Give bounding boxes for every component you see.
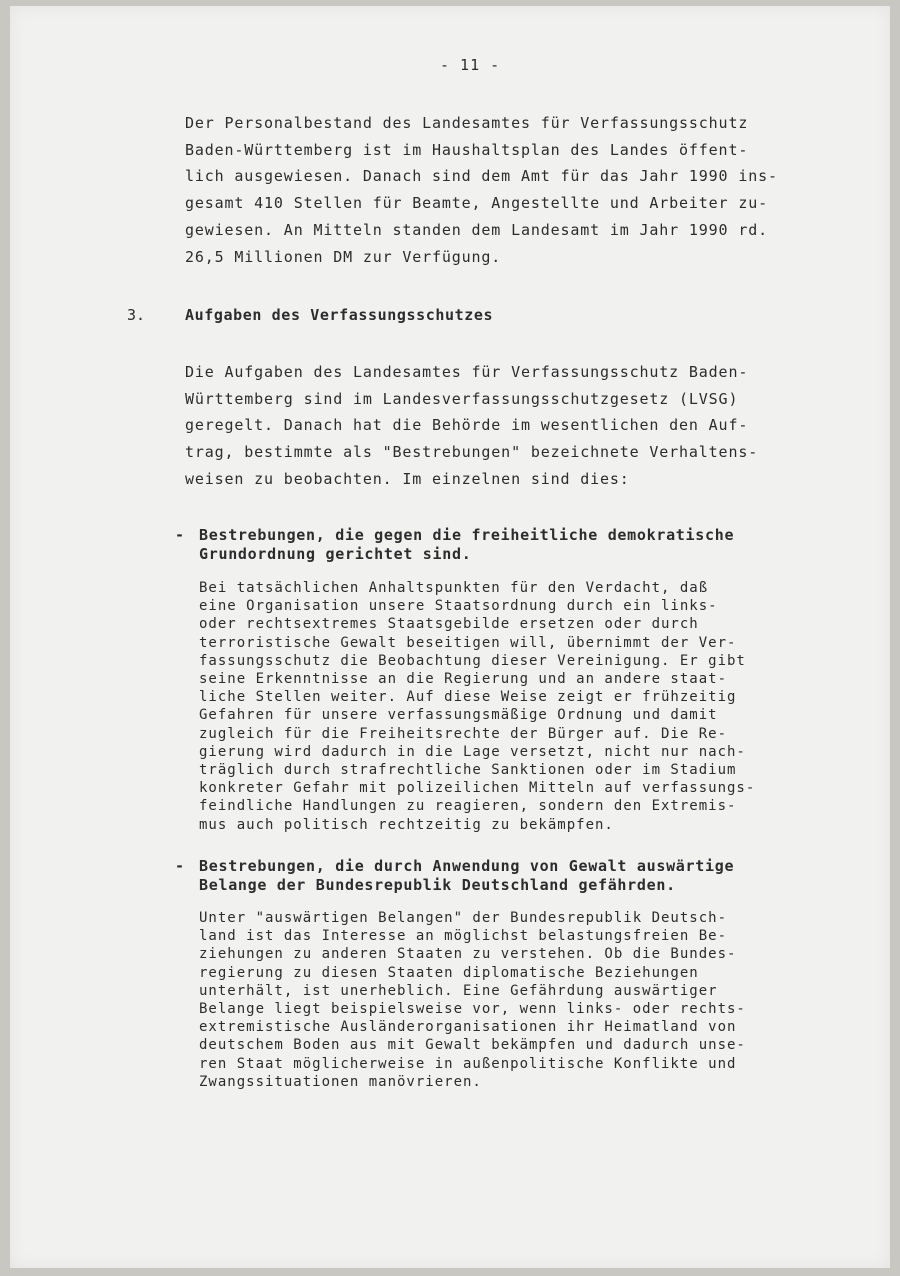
bullet-paragraph — [199, 579, 755, 834]
bullet-paragraph — [199, 909, 746, 1091]
text-line: regierung zu diesen Staaten diplomatische Beziehungen — [199, 964, 699, 981]
text-line: Grundordnung gerichtet sind. — [199, 545, 472, 563]
text-line: deutschem Boden aus mit Gewalt bekämpfen und dadurch unse- — [199, 1037, 746, 1054]
intro-paragraph — [185, 110, 778, 270]
text-line: gewiesen. An Mitteln standen dem Landesamt im Jahr 1990 rd. — [185, 220, 768, 239]
text-line: weisen zu beobachten. Im einzelnen sind dies: — [185, 469, 630, 488]
text-line: land ist das Interesse an möglichst belastungsfreien Be- — [199, 928, 728, 945]
text-line: Bestrebungen, die durch Anwendung von Gewalt auswärtige — [199, 857, 735, 875]
text-line: geregelt. Danach hat die Behörde im wesentlichen den Auf- — [185, 416, 749, 435]
text-line: gierung wird dadurch in die Lage versetzt, nicht nur nach- — [199, 743, 746, 760]
section-number: 3. — [127, 306, 146, 324]
text-line: träglich durch strafrechtliche Sanktionen oder im Stadium — [199, 762, 737, 779]
text-line: trag, bestimmte als "Bestrebungen" bezeichnete Verhaltens- — [185, 443, 759, 462]
text-line: gesamt 410 Stellen für Beamte, Angestellte und Arbeiter zu- — [185, 194, 768, 213]
section-heading: Aufgaben des Verfassungsschutzes — [185, 306, 494, 324]
text-line: Die Aufgaben des Landesamtes für Verfassungsschutz Baden- — [185, 363, 749, 381]
text-line: 26,5 Millionen DM zur Verfügung. — [185, 247, 502, 266]
section-paragraph — [185, 359, 758, 493]
text-line: terroristische Gewalt beseitigen will, übernimmt der Ver- — [199, 634, 737, 651]
text-line: unterhält, ist unerheblich. Eine Gefährdung auswärtiger — [199, 982, 718, 999]
text-line: extremistische Ausländerorganisationen ihr Heimatland von — [199, 1019, 737, 1036]
text-line: fassungsschutz die Beobachtung dieser Vereinigung. Er gibt — [199, 652, 746, 669]
text-line: Der Personalbestand des Landesamtes für Verfassungsschutz — [185, 114, 749, 132]
text-line: seine Erkenntnisse an die Regierung und an andere staat- — [199, 671, 728, 688]
text-line: zugleich für die Freiheitsrechte der Bürger auf. Die Re- — [199, 725, 728, 742]
text-line: eine Organisation unsere Staatsordnung durch ein links- — [199, 598, 718, 615]
bullet-heading — [199, 857, 734, 895]
text-line: Württemberg sind im Landesverfassungsschutzgesetz (LVSG) — [185, 389, 739, 408]
text-line: ren Staat möglicherweise in außenpolitische Konflikte und — [199, 1055, 737, 1072]
bullet-dash: - — [175, 526, 185, 544]
text-line: Unter "auswärtigen Belangen" der Bundesrepublik Deutsch- — [199, 910, 728, 926]
bullet-heading — [199, 526, 734, 564]
document-page — [10, 6, 890, 1268]
text-line: oder rechtsextremes Staatsgebilde ersetzen oder durch — [199, 616, 699, 633]
page-number: - 11 - — [440, 56, 501, 74]
text-line: feindliche Handlungen zu reagieren, sondern den Extremis- — [199, 798, 737, 815]
text-line: Bei tatsächlichen Anhaltspunkten für den Verdacht, daß — [199, 580, 709, 596]
text-line: ziehungen zu anderen Staaten zu verstehen. Ob die Bundes- — [199, 946, 737, 963]
text-line: konkreter Gefahr mit polizeilichen Mitteln auf verfassungs- — [199, 780, 756, 797]
text-line: mus auch politisch rechtzeitig zu bekämpfen. — [199, 816, 614, 833]
text-line: Bestrebungen, die gegen die freiheitliche demokratische — [199, 526, 735, 544]
text-line: Belange liegt beispielsweise vor, wenn links- oder rechts- — [199, 1001, 746, 1018]
text-line: Belange der Bundesrepublik Deutschland gefährden. — [199, 876, 676, 894]
bullet-dash: - — [175, 857, 185, 875]
text-line: lich ausgewiesen. Danach sind dem Amt für das Jahr 1990 ins- — [185, 167, 778, 186]
text-line: Zwangssituationen manövrieren. — [199, 1073, 482, 1090]
text-line: Gefahren für unsere verfassungsmäßige Ordnung und damit — [199, 707, 718, 724]
text-line: Baden-Württemberg ist im Haushaltsplan des Landes öffent- — [185, 140, 749, 159]
text-line: liche Stellen weiter. Auf diese Weise zeigt er frühzeitig — [199, 689, 737, 706]
